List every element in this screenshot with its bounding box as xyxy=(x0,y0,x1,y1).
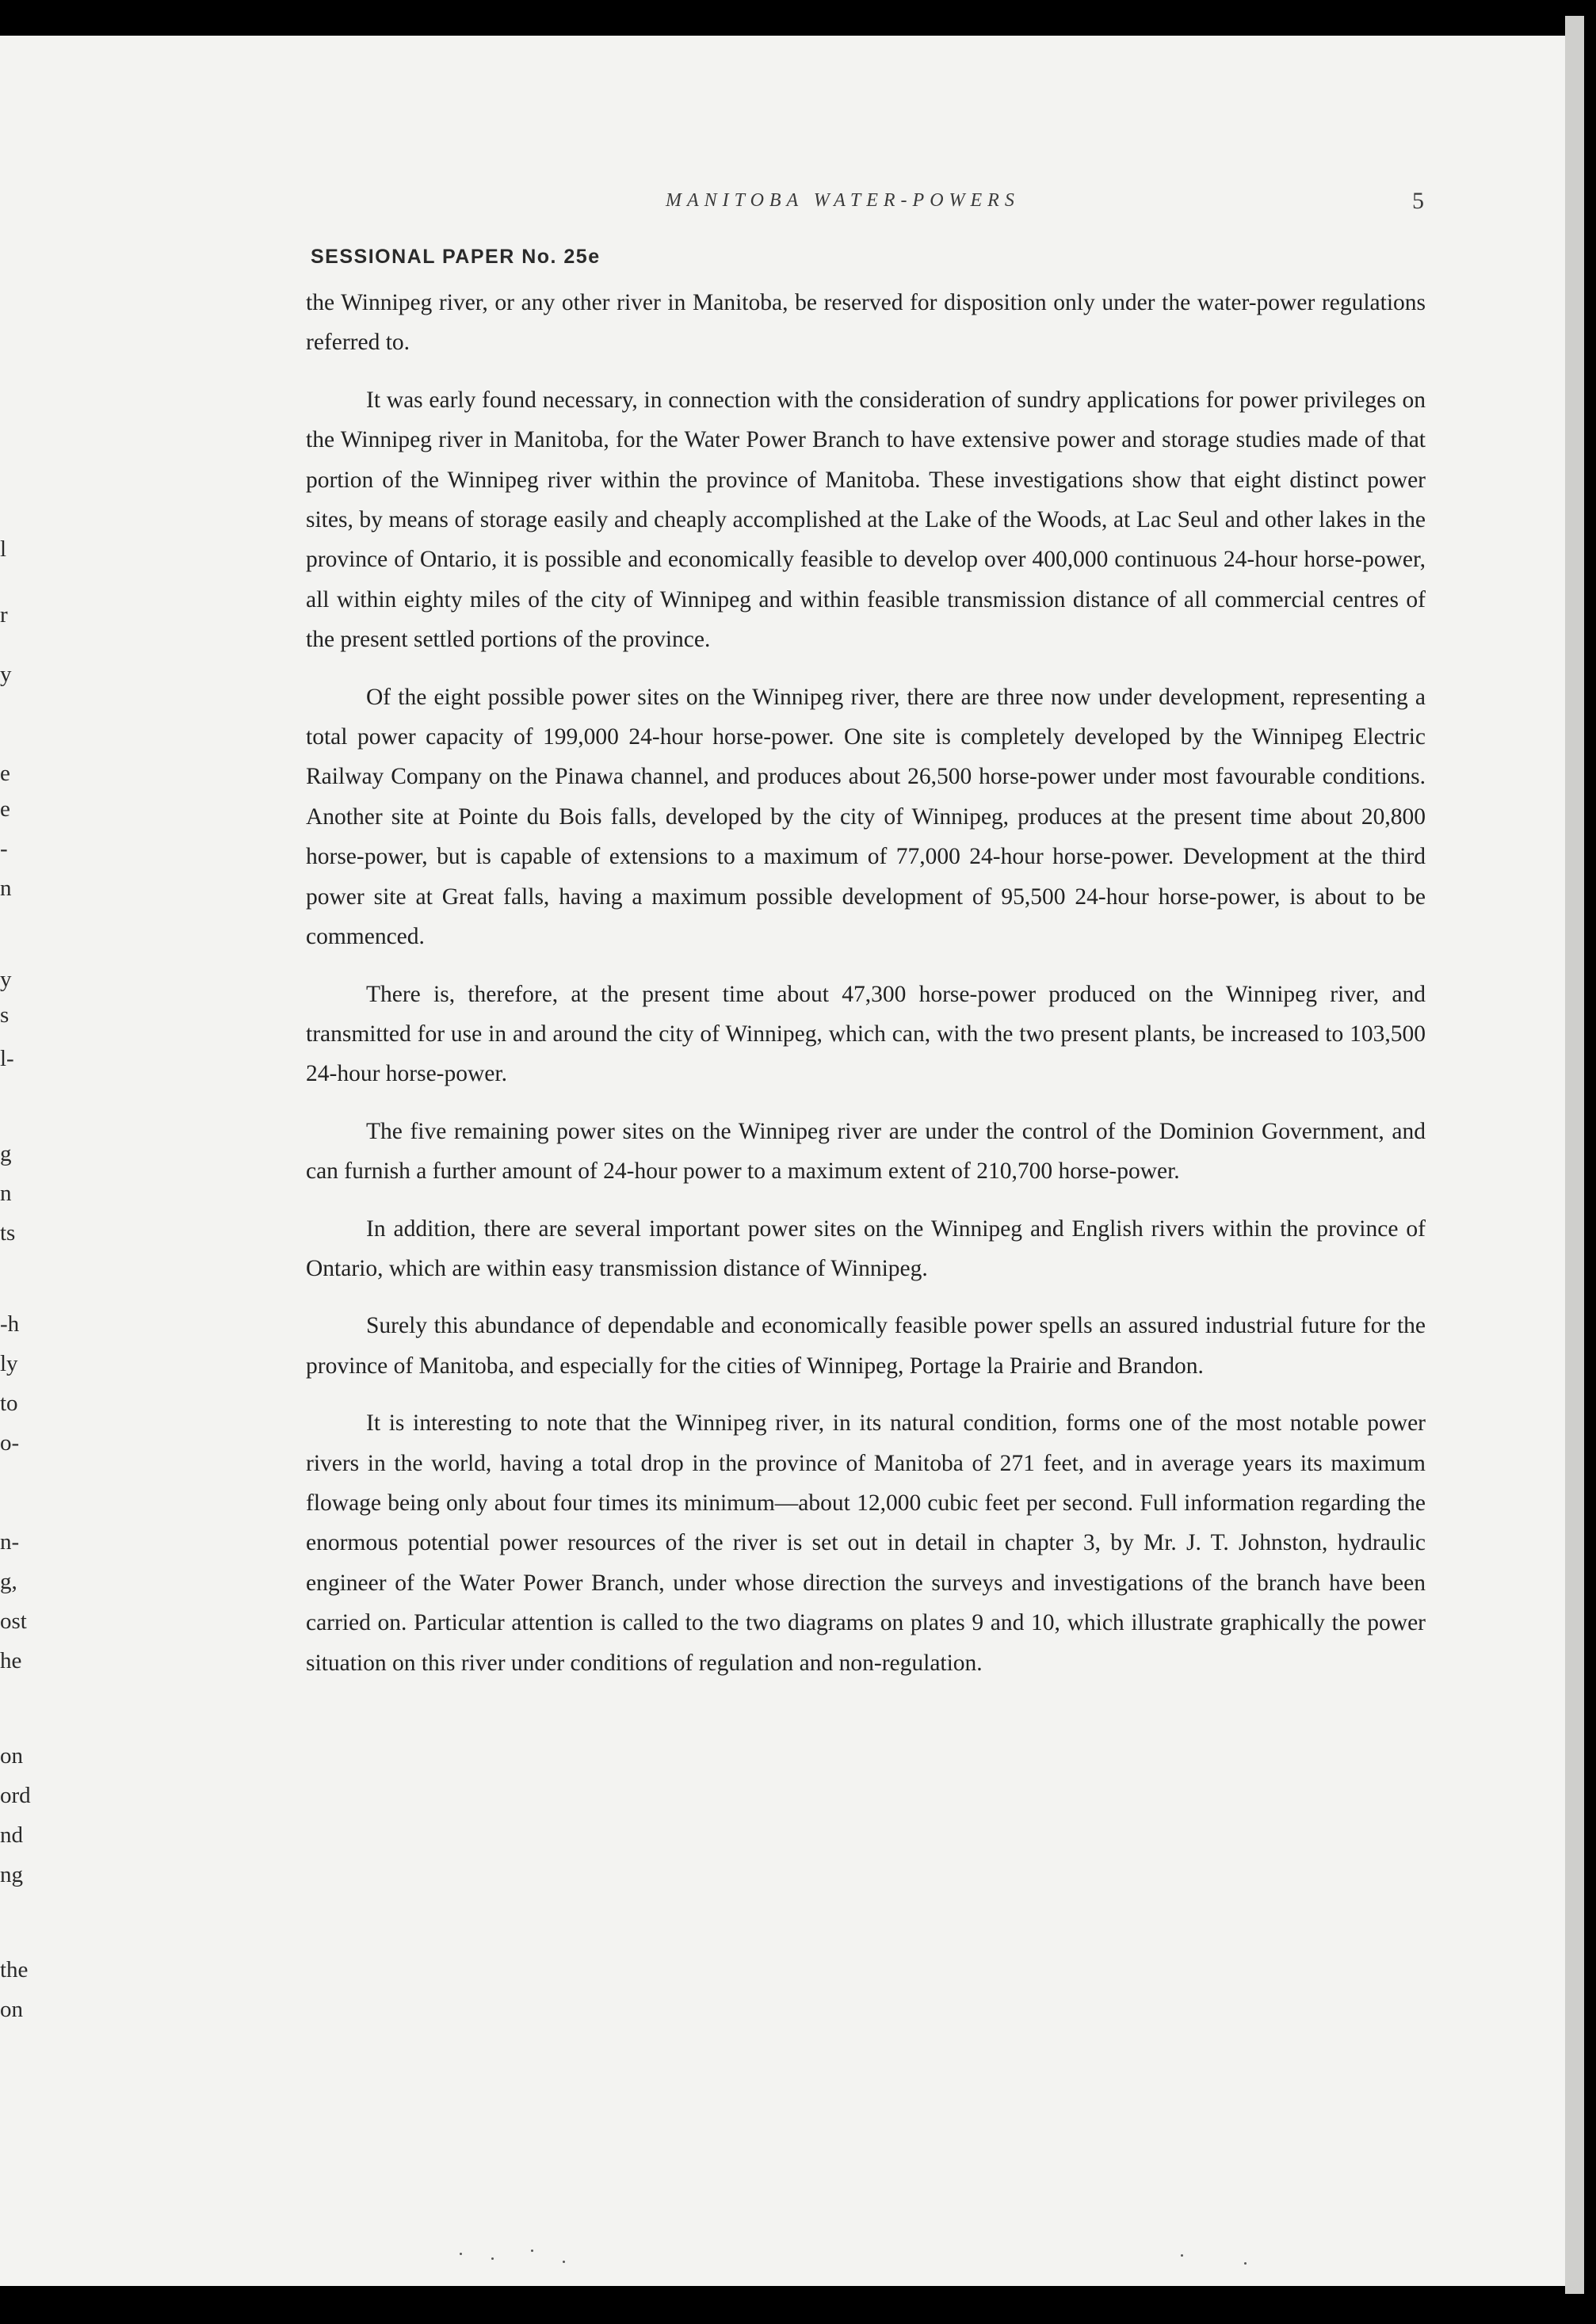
running-head: MANITOBA WATER-POWERS xyxy=(666,190,1020,211)
scan-specks xyxy=(444,2246,1315,2270)
paragraph: Surely this abundance of dependable and economically feasible power spells an assured industrial future for the province of Manitoba, and especially for the cities of Winnipeg, Portage la Prairie and Brandon. xyxy=(306,1313,1426,1379)
sessional-paper-label: SESSIONAL PAPER No. 25e xyxy=(311,246,601,268)
paragraph: Of the eight possible power sites on the Winnipeg river, there are three now under development, representing a total power capacity of 199,000 24-hour horse-power. One site is completely developed by the Winnipeg Electric Railway Company on the Pinawa channel, and produces about 26,500 horse-power under most favourable conditions. Another site at Pointe du Bois falls, developed by the city of Winnipeg, produces at the present time about 20,800 horse-power, but is capable of extensions to a maximum of 77,000 24-hour horse-power. Development at the third power site at Great falls, having a maximum possible development of 95,500 24-hour horse-power, is about to be commenced. xyxy=(306,684,1426,950)
margin-fragment: n- xyxy=(0,1529,20,1555)
margin-fragment: e xyxy=(0,761,10,786)
margin-fragment: l- xyxy=(0,1046,14,1071)
document-page xyxy=(0,36,1565,2286)
margin-fragment: ts xyxy=(0,1220,16,1246)
margin-fragment: y xyxy=(0,662,12,687)
margin-fragment: r xyxy=(0,602,8,628)
margin-fragment: n xyxy=(0,876,12,901)
margin-fragment: g, xyxy=(0,1569,17,1594)
paragraph: It is interesting to note that the Winnipeg river, in its natural condition, forms one of the most notable power rivers in the world, having a total drop in the province of Manitoba of 271 feet, and in average years its maximum flowage being only about four times its minimum—about 12,000 cubic feet per second. Full information regarding the enormous potential power resources of the river is set out in detail in chapter 3, by Mr. J. T. Johnston, hydraulic engineer of the Water Power Branch, under whose direction the surveys and investigations of the branch have been carried on. Particular attention is called to the two diagrams on plates 9 and 10, which illustrate graphically the power situation on this river under conditions of regulation and non-regulation. xyxy=(306,1410,1426,1676)
margin-fragment: g xyxy=(0,1141,12,1166)
margin-fragment: ord xyxy=(0,1783,31,1808)
left-margin-fragments xyxy=(0,36,63,2286)
margin-fragment: ly xyxy=(0,1351,18,1376)
margin-fragment: n xyxy=(0,1181,12,1206)
margin-fragment: -h xyxy=(0,1311,20,1337)
margin-fragment: ng xyxy=(0,1862,23,1887)
margin-fragment: nd xyxy=(0,1822,23,1848)
paragraph: There is, therefore, at the present time about 47,300 horse-power produced on the Winnipeg river, and transmitted for use in and around the city of Winnipeg, which can, with the two present plants, be increased to 103,500 24-hour horse-power. xyxy=(306,981,1426,1087)
paragraph: It was early found necessary, in connection with the consideration of sundry applications for power privileges on the Winnipeg river in Manitoba, for the Water Power Branch to have extensive power and storage studies made of that portion of the Winnipeg river within the province of Manitoba. These investigations show that eight distinct power sites, by means of storage easily and cheaply accomplished at the Lake of the Woods, at Lac Seul and other lakes in the province of Ontario, it is possible and economically feasible to develop over 400,000 continuous 24-hour horse-power, all within eighty miles of the city of Winnipeg and within feasible transmission distance of all commercial centres of the present settled portions of the province. xyxy=(306,387,1426,653)
margin-fragment: l xyxy=(0,536,7,562)
margin-fragment: o- xyxy=(0,1430,20,1456)
margin-fragment: to xyxy=(0,1391,18,1416)
margin-fragment: e xyxy=(0,796,10,822)
margin-fragment: the xyxy=(0,1957,29,1982)
margin-fragment: y xyxy=(0,967,12,992)
page-edge xyxy=(1565,16,1584,2294)
paragraph: In addition, there are several important power sites on the Winnipeg and English rivers within the province of Ontario, which are within easy transmission distance of Winnipeg. xyxy=(306,1215,1426,1281)
margin-fragment: ost xyxy=(0,1608,27,1634)
margin-fragment: he xyxy=(0,1648,22,1673)
paragraph: The five remaining power sites on the Winnipeg river are under the control of the Dominion Government, and can furnish a further amount of 24-hour power to a maximum extent of 210,700 horse-power. xyxy=(306,1118,1426,1185)
margin-fragment: - xyxy=(0,836,8,861)
page-number: 5 xyxy=(1412,188,1424,214)
body-text xyxy=(306,283,1426,1700)
paragraph: the Winnipeg river, or any other river in Manitoba, be reserved for disposition only under the water-power regulations referred to. xyxy=(306,290,1426,356)
margin-fragment: on xyxy=(0,1743,23,1769)
margin-fragment: s xyxy=(0,1002,10,1028)
margin-fragment: on xyxy=(0,1997,23,2022)
